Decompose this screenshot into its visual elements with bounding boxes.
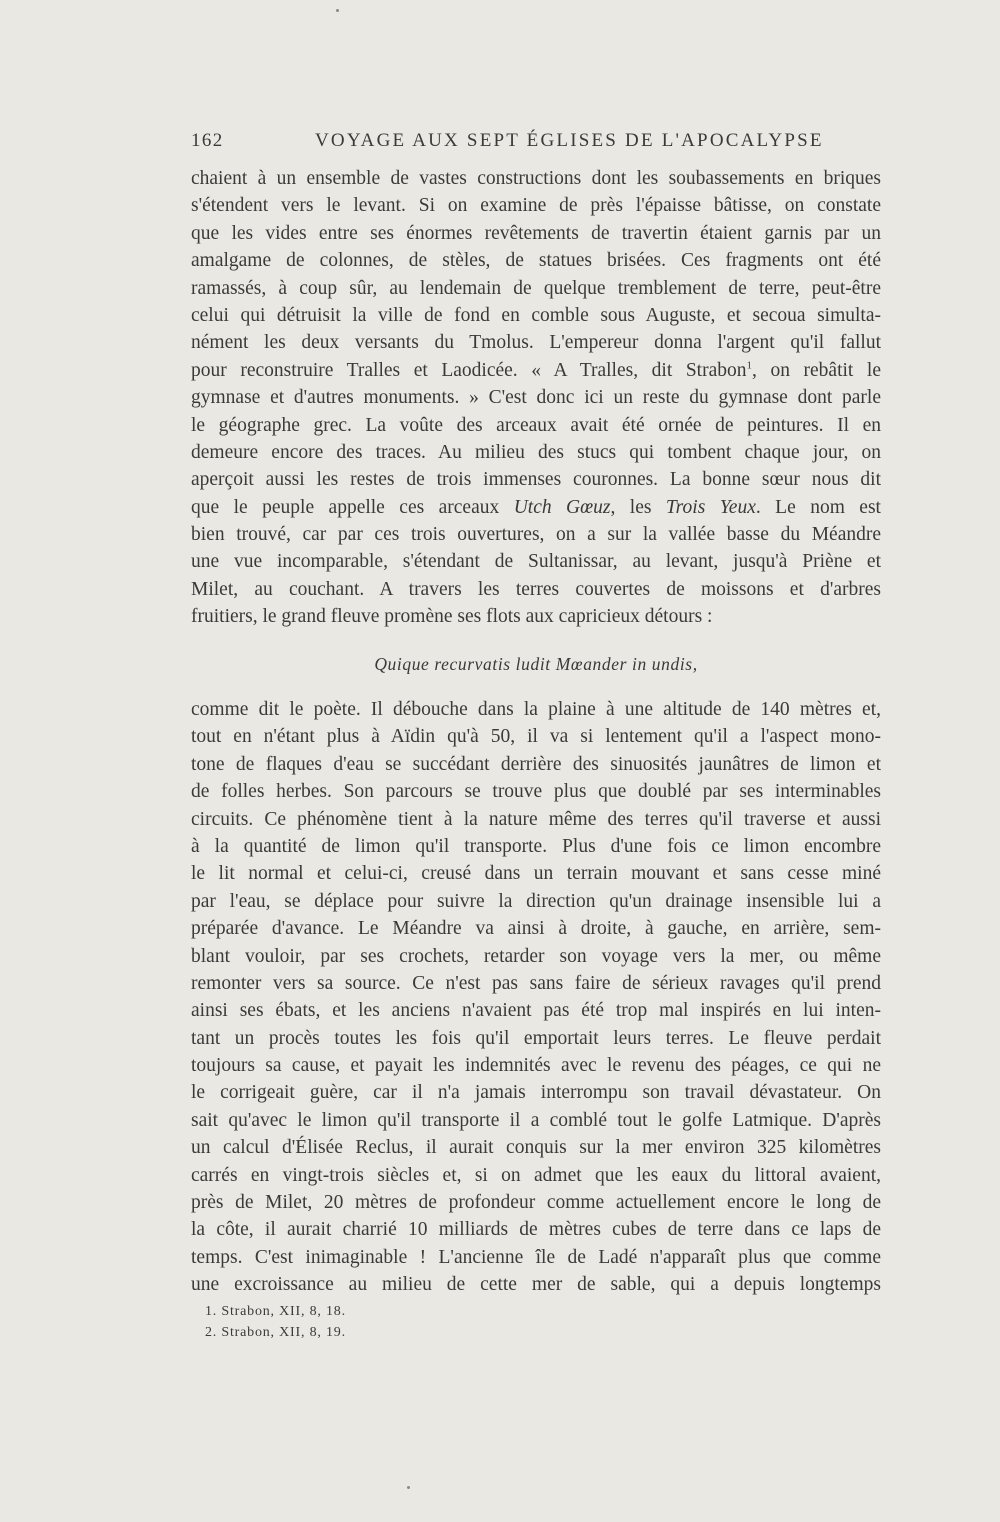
text-segment: . Le nom est <box>755 496 881 518</box>
text-line: celui qui détruisit la ville de fond en comble sous Auguste, et secoua simulta- <box>191 304 881 326</box>
text-line: aperçoit aussi les restes de trois immenses couronnes. La bonne sœur nous dit <box>191 469 881 491</box>
text-line: circuits. Ce phénomène tient à la nature même des terres qu'il traverse et aussi <box>191 808 881 830</box>
paragraph-2 <box>191 696 881 1299</box>
text-line: par l'eau, se déplace pour suivre la direction qu'un drainage insensible lui a <box>191 890 881 912</box>
text-line: un calcul d'Élisée Reclus, il aurait conquis sur la mer environ 325 kilomètres <box>191 1137 881 1159</box>
text-line <box>191 357 881 384</box>
latin-quotation: Quique recurvatis ludit Mœander in undis, <box>374 654 698 674</box>
text-line: de folles herbes. Son parcours se trouve plus que doublé par ses interminables <box>191 781 881 803</box>
text-line: préparée d'avance. Le Méandre va ainsi à droite, à gauche, en arrière, sem- <box>191 918 881 940</box>
text-segment: pour reconstruire Tralles et Laodicée. « A Tralles, dit Strabon <box>191 359 747 381</box>
text-line: tant un procès toutes les fois qu'il emportait leurs terres. Le fleuve perdait <box>191 1027 881 1049</box>
text-line: s'étendent vers le levant. Si on examine de près l'épaisse bâtisse, on constate <box>191 195 881 217</box>
text-line: une vue incomparable, s'étendant de Sultanissar, au levant, jusqu'à Priène et <box>191 551 881 573</box>
text-line: bien trouvé, car par ces trois ouvertures, on a sur la vallée basse du Méandre <box>191 524 881 546</box>
page-header <box>191 130 881 158</box>
running-title: VOYAGE AUX SEPT ÉGLISES DE L'APOCALYPSE <box>315 130 824 151</box>
text-line: près de Milet, 20 mètres de profondeur comme actuellement encore le long de <box>191 1192 881 1214</box>
page-number: 162 <box>191 130 224 151</box>
paper-speck <box>336 9 339 12</box>
footnotes <box>205 1301 505 1343</box>
text-line: le géographe grec. La voûte des arceaux avait été ornée de peintures. Il en <box>191 414 881 436</box>
footnote-1: 1. Strabon, XII, 8, 18. <box>205 1304 346 1319</box>
text-line: que les vides entre ses énormes revêtements de travertin étaient garnis par un <box>191 222 881 244</box>
text-line: tone de flaques d'eau se succédant derrière des sinuosités jaunâtres de limon et <box>191 753 881 775</box>
text-line: comme dit le poète. Il débouche dans la plaine à une altitude de 140 mètres et, <box>191 699 881 720</box>
paper-speck <box>407 1486 410 1489</box>
text-line: blant vouloir, par ses crochets, retarder son voyage vers la mer, ou même <box>191 945 881 967</box>
text-line: nément les deux versants du Tmolus. L'empereur donna l'argent qu'il fallut <box>191 332 881 354</box>
footnote-ref: 1 <box>746 359 752 372</box>
text-segment: que le peuple appelle ces arceaux <box>191 496 514 518</box>
text-line: toujours sa cause, et payait les indemnités avec le revenu des péages, ce qui ne <box>191 1055 881 1077</box>
text-line: tout en n'étant plus à Aïdin qu'à 50, il va si lentement qu'il a l'aspect mono- <box>191 726 881 748</box>
text-line: fruitiers, le grand fleuve promène ses flots aux capricieux détours : <box>191 606 713 628</box>
text-line: remonter vers sa source. Ce n'est pas sans faire de sérieux ravages qu'il prend <box>191 972 881 994</box>
text-line <box>191 494 881 521</box>
text-line: temps. C'est inimaginable ! L'ancienne île de Ladé n'apparaît plus que comme <box>191 1246 881 1268</box>
text-line: demeure encore des traces. Au milieu des stucs qui tombent chaque jour, on <box>191 441 881 463</box>
text-line: ainsi ses ébats, et les anciens n'avaient pas été trop mal inspirés en lui inten- <box>191 1000 881 1022</box>
text-line: une excroissance au milieu de cette mer de sable, qui a depuis longtemps <box>191 1274 881 1296</box>
text-line: carrés en vingt-trois siècles et, si on admet que les eaux du littoral avaient, <box>191 1164 881 1186</box>
text-segment: , on rebâtit le <box>752 359 881 381</box>
text-line: gymnase et d'autres monuments. » C'est donc ici un reste du gymnase dont parle <box>191 387 881 409</box>
paragraph-1 <box>191 165 881 631</box>
text-line: la côte, il aurait charrié 10 milliards de mètres cubes de terre dans ce laps de <box>191 1219 881 1241</box>
italic-term: Utch Gœuz <box>513 496 611 518</box>
text-line: le lit normal et celui-ci, creusé dans un terrain mouvant et sans cesse miné <box>191 863 881 885</box>
text-line: chaient à un ensemble de vastes constructions dont les soubassements en briques <box>191 168 881 189</box>
text-line: Milet, au couchant. A travers les terres couvertes de moissons et d'arbres <box>191 578 881 600</box>
text-line: sait qu'avec le limon qu'il transporte il a comblé tout le golfe Latmique. D'après <box>191 1109 881 1131</box>
text-line: à la quantité de limon qu'il transporte. Plus d'une fois ce limon encombre <box>191 835 881 857</box>
text-line: amalgame de colonnes, de stèles, de statues brisées. Ces fragments ont été <box>191 250 881 272</box>
footnote-2: 2. Strabon, XII, 8, 19. <box>205 1325 346 1340</box>
italic-term: Trois Yeux <box>665 496 756 518</box>
text-line: ramassés, à coup sûr, au lendemain de quelque tremblement de terre, peut-être <box>191 277 881 299</box>
text-segment: , les <box>610 496 666 518</box>
text-line: le corrigeait guère, car il n'a jamais interrompu son travail dévastateur. On <box>191 1082 881 1104</box>
